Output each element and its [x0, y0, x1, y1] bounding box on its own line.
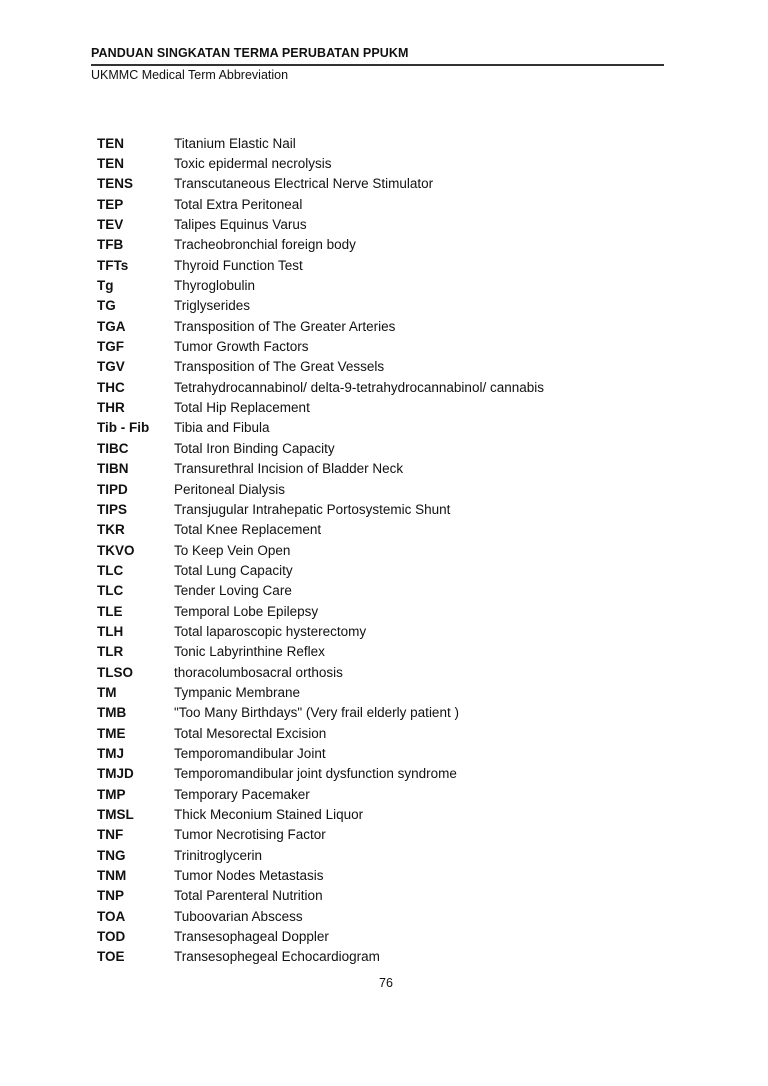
abbreviation-definition: Transurethral Incision of Bladder Neck	[174, 461, 404, 477]
abbreviation-code: TMB	[97, 705, 127, 721]
abbreviation-definition: Tetrahydrocannabinol/ delta-9-tetrahydrocannabinol/ cannabis	[174, 379, 544, 395]
abbreviation-row	[97, 255, 544, 275]
abbreviation-code: TLC	[97, 583, 124, 599]
abbreviation-definition: Tibia and Fibula	[174, 420, 270, 436]
abbreviation-row	[97, 520, 544, 540]
abbreviation-code: TFTs	[97, 257, 129, 273]
abbreviation-definition: Total Lung Capacity	[174, 562, 293, 578]
abbreviation-row	[97, 642, 544, 662]
abbreviation-definition: Transesophegeal Echocardiogram	[174, 949, 380, 965]
abbreviation-row	[97, 153, 544, 173]
abbreviation-definition: Temporomandibular joint dysfunction syndrome	[174, 766, 457, 782]
abbreviation-definition: Titanium Elastic Nail	[174, 135, 296, 151]
abbreviation-definition: "Too Many Birthdays" (Very frail elderly patient )	[174, 705, 459, 721]
abbreviation-code: TIPD	[97, 481, 128, 497]
abbreviation-row	[97, 499, 544, 519]
abbreviation-row	[97, 662, 544, 682]
abbreviation-code: TMP	[97, 786, 126, 802]
abbreviation-code: TIPS	[97, 501, 128, 517]
abbreviation-row	[97, 825, 544, 845]
abbreviation-row	[97, 682, 544, 702]
abbreviation-definition: thoracolumbosacral orthosis	[174, 664, 343, 680]
abbreviation-row	[97, 296, 544, 316]
abbreviation-code: TME	[97, 725, 126, 741]
abbreviation-row	[97, 703, 544, 723]
abbreviation-row	[97, 377, 544, 397]
abbreviation-definition: Total Knee Replacement	[174, 522, 322, 538]
page-number: 76	[379, 976, 393, 990]
abbreviation-code: TMJ	[97, 745, 124, 761]
abbreviation-row	[97, 560, 544, 580]
document-title: PANDUAN SINGKATAN TERMA PERUBATAN PPUKM	[91, 46, 409, 60]
abbreviation-code: TG	[97, 298, 116, 314]
abbreviation-row	[97, 235, 544, 255]
abbreviation-row	[97, 601, 544, 621]
abbreviation-code: TENS	[97, 176, 134, 192]
abbreviation-row	[97, 845, 544, 865]
abbreviation-code: TNP	[97, 888, 124, 904]
abbreviation-code: TGF	[97, 339, 124, 355]
abbreviation-list	[97, 133, 544, 967]
abbreviation-row	[97, 194, 544, 214]
abbreviation-row	[97, 357, 544, 377]
abbreviation-definition: Thick Meconium Stained Liquor	[174, 807, 364, 823]
abbreviation-definition: Tympanic Membrane	[174, 684, 301, 700]
abbreviation-definition: Thyroglobulin	[174, 278, 256, 294]
abbreviation-code: TLH	[97, 623, 124, 639]
abbreviation-code: TFB	[97, 237, 124, 253]
abbreviation-code: TGV	[97, 359, 125, 375]
abbreviation-definition: Temporal Lobe Epilepsy	[174, 603, 319, 619]
abbreviation-definition: To Keep Vein Open	[174, 542, 291, 558]
abbreviation-code: Tib - Fib	[97, 420, 150, 436]
abbreviation-code: TNF	[97, 827, 124, 843]
abbreviation-definition: Transcutaneous Electrical Nerve Stimulator	[174, 176, 434, 192]
abbreviation-code: TIBC	[97, 440, 129, 456]
abbreviation-definition: Thyroid Function Test	[174, 257, 303, 273]
abbreviation-code: TEN	[97, 156, 124, 172]
abbreviation-row	[97, 174, 544, 194]
abbreviation-code: TLC	[97, 562, 124, 578]
abbreviation-code: TKR	[97, 522, 125, 538]
abbreviation-row	[97, 804, 544, 824]
document-subtitle: UKMMC Medical Term Abbreviation	[91, 68, 289, 82]
abbreviation-code: TMSL	[97, 807, 134, 823]
abbreviation-code: THC	[97, 379, 125, 395]
abbreviation-definition: Total laparoscopic hysterectomy	[174, 623, 367, 639]
abbreviation-code: TOE	[97, 949, 125, 965]
abbreviation-row	[97, 275, 544, 295]
abbreviation-row	[97, 397, 544, 417]
abbreviation-definition: Transposition of The Greater Arteries	[174, 318, 396, 334]
abbreviation-code: TKVO	[97, 542, 135, 558]
abbreviation-row	[97, 947, 544, 967]
abbreviation-code: TLE	[97, 603, 123, 619]
abbreviation-definition: Transesophageal Doppler	[174, 929, 329, 945]
abbreviation-row	[97, 133, 544, 153]
abbreviation-row	[97, 764, 544, 784]
abbreviation-row	[97, 438, 544, 458]
abbreviation-row	[97, 316, 544, 336]
abbreviation-definition: Tumor Necrotising Factor	[174, 827, 326, 843]
abbreviation-definition: Total Extra Peritoneal	[174, 196, 303, 212]
abbreviation-code: Tg	[97, 278, 114, 294]
abbreviation-row	[97, 214, 544, 234]
abbreviation-definition: Temporary Pacemaker	[174, 786, 310, 802]
abbreviation-definition: Tonic Labyrinthine Reflex	[174, 644, 325, 660]
abbreviation-definition: Trinitroglycerin	[174, 847, 263, 863]
abbreviation-definition: Peritoneal Dialysis	[174, 481, 286, 497]
abbreviation-definition: Temporomandibular Joint	[174, 745, 326, 761]
abbreviation-row	[97, 926, 544, 946]
abbreviation-definition: Tender Loving Care	[174, 583, 292, 599]
abbreviation-code: TNM	[97, 868, 127, 884]
abbreviation-definition: Transjugular Intrahepatic Portosystemic Shunt	[174, 501, 451, 517]
abbreviation-row	[97, 723, 544, 743]
abbreviation-code: TGA	[97, 318, 126, 334]
abbreviation-row	[97, 479, 544, 499]
abbreviation-row	[97, 865, 544, 885]
abbreviation-code: TEV	[97, 217, 124, 233]
abbreviation-code: TEN	[97, 135, 124, 151]
abbreviation-code: TNG	[97, 847, 126, 863]
abbreviation-code: TOD	[97, 929, 126, 945]
abbreviation-definition: Tumor Nodes Metastasis	[174, 868, 324, 884]
abbreviation-code: TMJD	[97, 766, 134, 782]
abbreviation-code: TM	[97, 684, 117, 700]
abbreviation-definition: Total Hip Replacement	[174, 400, 310, 416]
abbreviation-definition: Total Iron Binding Capacity	[174, 440, 335, 456]
abbreviation-definition: Total Parenteral Nutrition	[174, 888, 323, 904]
abbreviation-code: THR	[97, 400, 125, 416]
abbreviation-row	[97, 540, 544, 560]
abbreviation-definition: Tracheobronchial foreign body	[174, 237, 356, 253]
abbreviation-code: TLR	[97, 644, 124, 660]
abbreviation-code: TLSO	[97, 664, 133, 680]
abbreviation-definition: Talipes Equinus Varus	[174, 217, 307, 233]
abbreviation-row	[97, 743, 544, 763]
abbreviation-code: TOA	[97, 908, 126, 924]
abbreviation-definition: Triglyserides	[174, 298, 251, 314]
abbreviation-definition: Total Mesorectal Excision	[174, 725, 327, 741]
abbreviation-row	[97, 621, 544, 641]
abbreviation-row	[97, 581, 544, 601]
header-divider	[91, 64, 664, 66]
abbreviation-row	[97, 906, 544, 926]
abbreviation-code: TIBN	[97, 461, 129, 477]
abbreviation-definition: Transposition of The Great Vessels	[174, 359, 385, 375]
abbreviation-definition: Toxic epidermal necrolysis	[174, 156, 332, 172]
abbreviation-definition: Tuboovarian Abscess	[174, 908, 303, 924]
abbreviation-row	[97, 459, 544, 479]
abbreviation-row	[97, 418, 544, 438]
abbreviation-row	[97, 886, 544, 906]
abbreviation-code: TEP	[97, 196, 124, 212]
abbreviation-row	[97, 336, 544, 356]
abbreviation-definition: Tumor Growth Factors	[174, 339, 309, 355]
abbreviation-row	[97, 784, 544, 804]
